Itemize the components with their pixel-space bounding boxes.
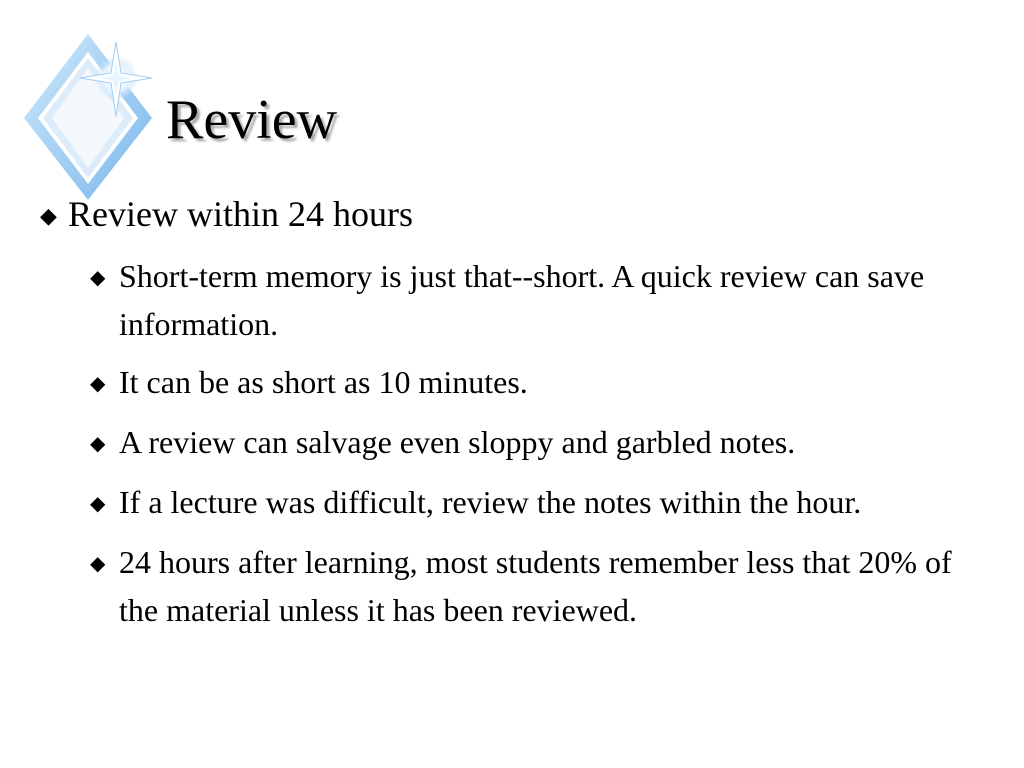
subpoint-list	[40, 252, 990, 634]
subpoint-item	[90, 538, 990, 634]
subpoint-item	[90, 252, 990, 348]
slide-title: Review	[166, 89, 338, 151]
diamond-bullet-icon: ◆	[90, 493, 106, 515]
bullet-list	[40, 192, 990, 644]
diamond-bullet-icon: ◆	[90, 373, 106, 395]
subpoint-item	[90, 358, 990, 408]
diamond-bullet-icon: ◆	[40, 203, 57, 228]
bullet-main	[40, 192, 990, 238]
subpoint-text: 24 hours after learning, most students remember less that 20% of the material unless it has been reviewed.	[119, 544, 952, 628]
diamond-bullet-icon: ◆	[90, 553, 106, 575]
diamond-star-icon	[18, 28, 168, 208]
subpoint-text: A review can salvage even sloppy and garbled notes.	[119, 424, 796, 460]
subpoint-text: Short-term memory is just that--short. A quick review can save information.	[119, 258, 925, 342]
diamond-bullet-icon: ◆	[90, 433, 106, 455]
subpoint-text: If a lecture was difficult, review the notes within the hour.	[119, 484, 862, 520]
subpoint-item	[90, 418, 990, 468]
subpoint-text: It can be as short as 10 minutes.	[119, 364, 528, 400]
diamond-bullet-icon: ◆	[90, 267, 106, 289]
bullet-main-text: Review within 24 hours	[68, 194, 413, 234]
subpoint-item	[90, 478, 990, 528]
